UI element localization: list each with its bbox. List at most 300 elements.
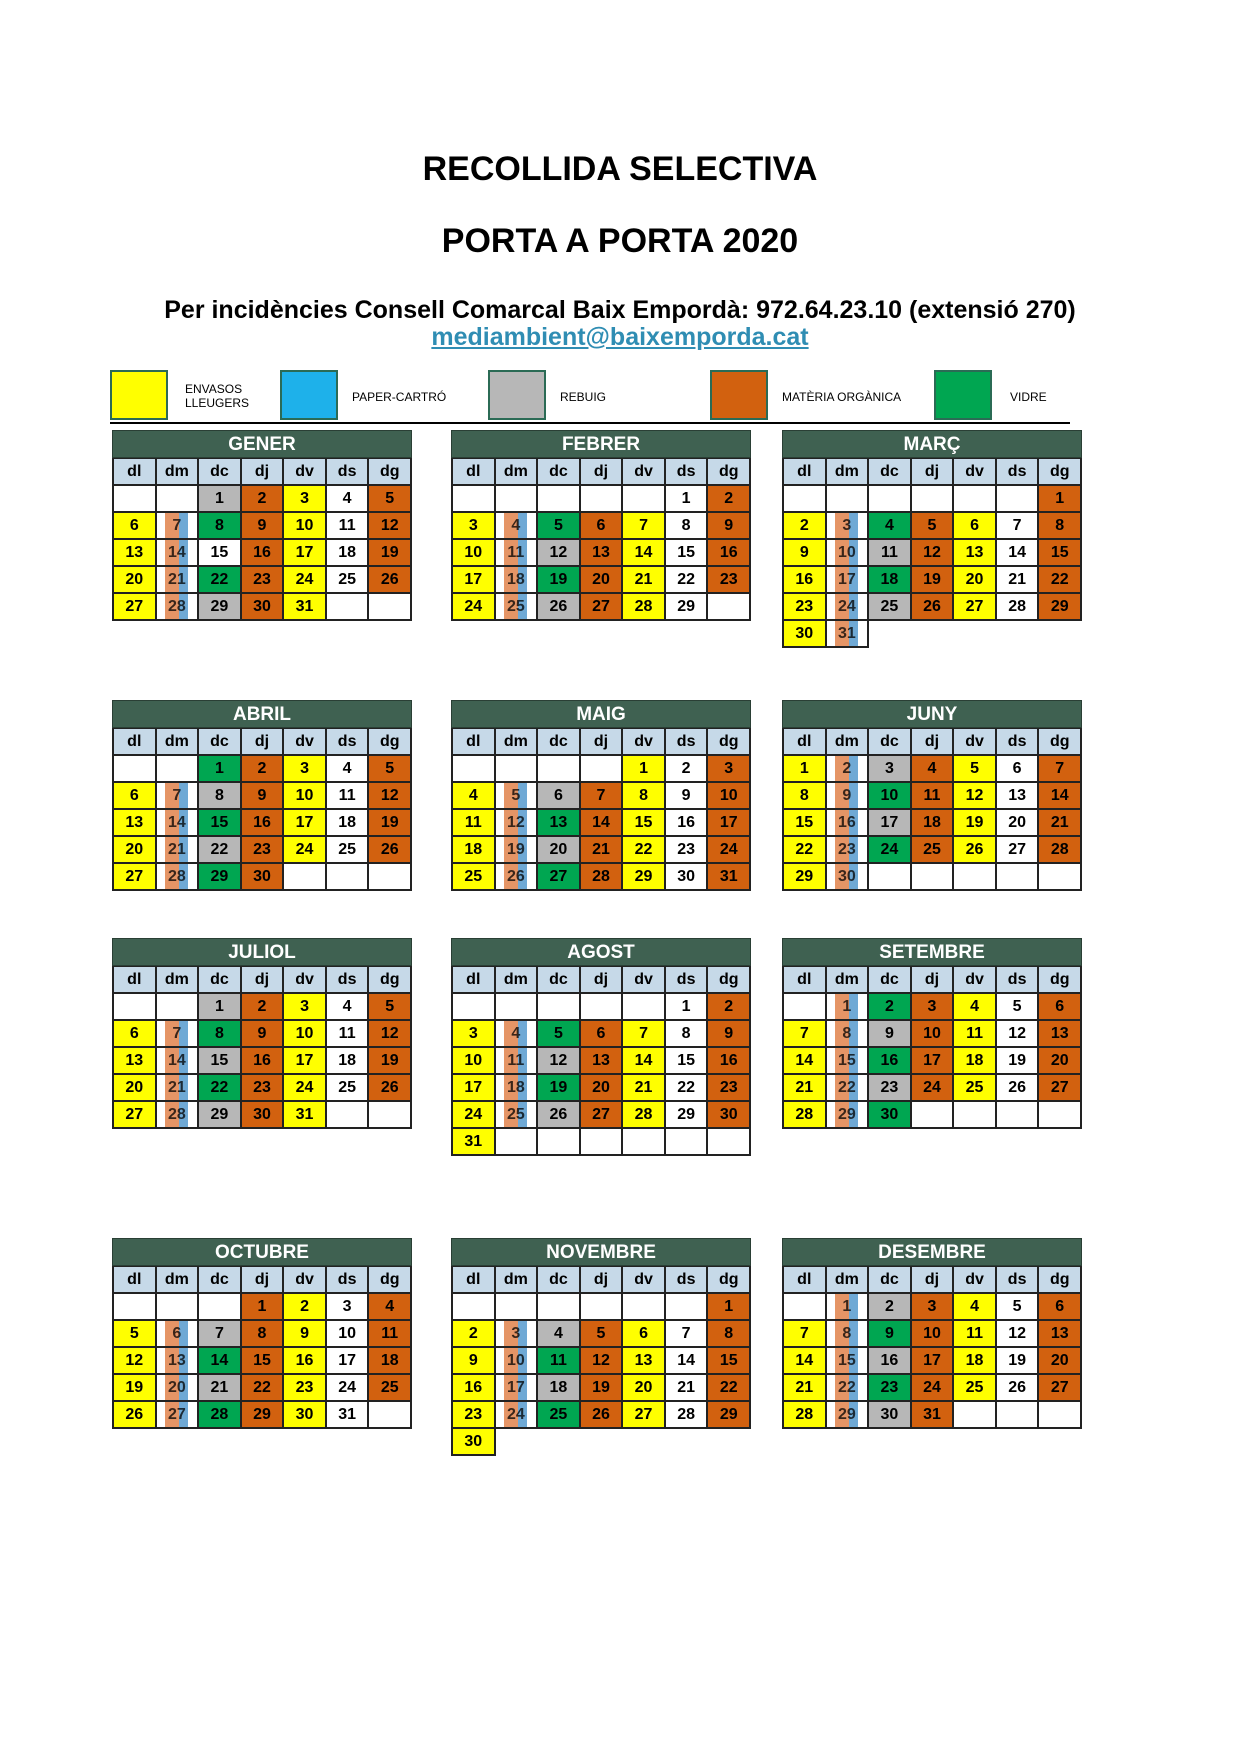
day-cell: 26 bbox=[369, 567, 412, 594]
day-cell: 8 bbox=[199, 1021, 242, 1048]
day-cell: 16 bbox=[708, 1048, 751, 1075]
empty-cell bbox=[954, 1102, 997, 1129]
day-cell: 9 bbox=[666, 783, 709, 810]
month-octubre bbox=[112, 1238, 412, 1429]
month-title: DESEMBRE bbox=[782, 1238, 1082, 1266]
day-cell: 23 bbox=[242, 837, 285, 864]
month-agost bbox=[451, 938, 751, 1156]
day-cell: 24 bbox=[496, 1402, 539, 1429]
weekday-header: dg bbox=[369, 459, 412, 486]
day-cell: 21 bbox=[784, 1075, 827, 1102]
day-cell: 10 bbox=[327, 1321, 370, 1348]
empty-cell bbox=[114, 756, 157, 783]
email-link[interactable]: mediambient@baixemporda.cat bbox=[431, 323, 809, 351]
weekday-header: dl bbox=[114, 1267, 157, 1294]
weekday-header: ds bbox=[997, 1267, 1040, 1294]
month-title: AGOST bbox=[451, 938, 751, 966]
weekday-header: dj bbox=[581, 1267, 624, 1294]
empty-cell bbox=[997, 1402, 1040, 1429]
day-cell: 9 bbox=[784, 540, 827, 567]
empty-cell bbox=[114, 1294, 157, 1321]
day-cell: 24 bbox=[827, 594, 870, 621]
month-title: JULIOL bbox=[112, 938, 412, 966]
day-cell: 25 bbox=[369, 1375, 412, 1402]
day-cell: 1 bbox=[199, 486, 242, 513]
incidents-info: Per incidències Consell Comarcal Baix Empordà: 972.64.23.10 (extensió 270) bbox=[164, 296, 1076, 324]
weekday-header: dl bbox=[114, 459, 157, 486]
weekday-header: dv bbox=[284, 967, 327, 994]
day-cell: 29 bbox=[666, 594, 709, 621]
day-cell: 9 bbox=[242, 513, 285, 540]
day-cell: 31 bbox=[912, 1402, 955, 1429]
day-cell: 1 bbox=[784, 756, 827, 783]
empty-cell bbox=[954, 486, 997, 513]
day-cell: 4 bbox=[954, 1294, 997, 1321]
day-cell: 28 bbox=[581, 864, 624, 891]
day-cell: 28 bbox=[157, 864, 200, 891]
day-cell: 16 bbox=[453, 1375, 496, 1402]
day-cell: 16 bbox=[242, 1048, 285, 1075]
day-cell: 17 bbox=[496, 1375, 539, 1402]
day-cell: 8 bbox=[666, 1021, 709, 1048]
day-cell: 12 bbox=[997, 1321, 1040, 1348]
day-cell: 29 bbox=[827, 1102, 870, 1129]
day-cell: 30 bbox=[284, 1402, 327, 1429]
day-cell: 4 bbox=[912, 756, 955, 783]
day-cell: 1 bbox=[199, 994, 242, 1021]
day-cell: 27 bbox=[114, 594, 157, 621]
day-cell: 8 bbox=[623, 783, 666, 810]
day-cell: 28 bbox=[623, 594, 666, 621]
day-cell: 17 bbox=[284, 810, 327, 837]
month-title: JUNY bbox=[782, 700, 1082, 728]
weekday-header: dc bbox=[538, 459, 581, 486]
day-cell: 22 bbox=[708, 1375, 751, 1402]
weekday-header: dc bbox=[869, 729, 912, 756]
day-cell: 13 bbox=[114, 540, 157, 567]
weekday-header: dm bbox=[496, 1267, 539, 1294]
weekday-header: dj bbox=[912, 1267, 955, 1294]
day-cell: 8 bbox=[666, 513, 709, 540]
empty-cell bbox=[199, 1294, 242, 1321]
day-cell: 5 bbox=[538, 1021, 581, 1048]
day-cell: 2 bbox=[284, 1294, 327, 1321]
day-cell: 23 bbox=[453, 1402, 496, 1429]
month-novembre bbox=[451, 1238, 751, 1456]
empty-cell bbox=[496, 1129, 539, 1156]
day-cell: 30 bbox=[708, 1102, 751, 1129]
day-cell: 9 bbox=[708, 1021, 751, 1048]
empty-cell bbox=[581, 756, 624, 783]
day-cell: 19 bbox=[369, 810, 412, 837]
month-grid bbox=[112, 458, 412, 621]
empty-cell bbox=[581, 486, 624, 513]
day-cell: 5 bbox=[997, 994, 1040, 1021]
month-grid bbox=[451, 1266, 751, 1456]
day-cell: 14 bbox=[784, 1348, 827, 1375]
month-grid bbox=[451, 966, 751, 1156]
day-cell: 17 bbox=[453, 567, 496, 594]
empty-cell bbox=[784, 1294, 827, 1321]
day-cell: 13 bbox=[581, 540, 624, 567]
day-cell: 21 bbox=[623, 1075, 666, 1102]
day-cell: 25 bbox=[496, 594, 539, 621]
day-cell: 8 bbox=[1039, 513, 1082, 540]
weekday-header: dv bbox=[284, 459, 327, 486]
day-cell: 11 bbox=[327, 1021, 370, 1048]
day-cell: 20 bbox=[997, 810, 1040, 837]
weekday-header: dv bbox=[623, 967, 666, 994]
day-cell: 9 bbox=[284, 1321, 327, 1348]
day-cell: 3 bbox=[912, 1294, 955, 1321]
day-cell: 1 bbox=[623, 756, 666, 783]
day-cell: 14 bbox=[157, 540, 200, 567]
day-cell: 30 bbox=[242, 594, 285, 621]
day-cell: 24 bbox=[453, 594, 496, 621]
weekday-header: dc bbox=[869, 459, 912, 486]
day-cell: 24 bbox=[708, 837, 751, 864]
empty-cell bbox=[496, 1294, 539, 1321]
day-cell: 26 bbox=[581, 1402, 624, 1429]
day-cell: 12 bbox=[538, 1048, 581, 1075]
day-cell: 21 bbox=[581, 837, 624, 864]
day-cell: 6 bbox=[997, 756, 1040, 783]
weekday-header: ds bbox=[997, 967, 1040, 994]
day-cell: 14 bbox=[997, 540, 1040, 567]
day-cell: 24 bbox=[453, 1102, 496, 1129]
month-juny bbox=[782, 700, 1082, 891]
empty-cell bbox=[1039, 1102, 1082, 1129]
day-cell: 28 bbox=[784, 1102, 827, 1129]
empty-cell bbox=[997, 1102, 1040, 1129]
weekday-header: ds bbox=[997, 459, 1040, 486]
day-cell: 4 bbox=[327, 486, 370, 513]
weekday-header: dm bbox=[827, 459, 870, 486]
day-cell: 3 bbox=[912, 994, 955, 1021]
weekday-header: dc bbox=[199, 729, 242, 756]
day-cell: 5 bbox=[538, 513, 581, 540]
weekday-header: dm bbox=[157, 729, 200, 756]
day-cell: 25 bbox=[327, 837, 370, 864]
day-cell: 16 bbox=[869, 1048, 912, 1075]
day-cell: 11 bbox=[538, 1348, 581, 1375]
month-grid bbox=[451, 458, 751, 621]
day-cell: 25 bbox=[869, 594, 912, 621]
day-cell: 26 bbox=[954, 837, 997, 864]
day-cell: 31 bbox=[708, 864, 751, 891]
day-cell: 21 bbox=[157, 567, 200, 594]
weekday-header: dc bbox=[199, 967, 242, 994]
day-cell: 28 bbox=[157, 1102, 200, 1129]
day-cell: 30 bbox=[666, 864, 709, 891]
empty-cell bbox=[997, 864, 1040, 891]
month-setembre bbox=[782, 938, 1082, 1129]
month-title: GENER bbox=[112, 430, 412, 458]
legend-label-vidre: VIDRE bbox=[1010, 390, 1047, 404]
day-cell: 31 bbox=[284, 594, 327, 621]
day-cell: 11 bbox=[369, 1321, 412, 1348]
day-cell: 19 bbox=[997, 1348, 1040, 1375]
day-cell: 3 bbox=[453, 1021, 496, 1048]
day-cell: 12 bbox=[954, 783, 997, 810]
day-cell: 15 bbox=[827, 1348, 870, 1375]
day-cell: 23 bbox=[827, 837, 870, 864]
empty-cell bbox=[453, 994, 496, 1021]
day-cell: 19 bbox=[954, 810, 997, 837]
day-cell: 25 bbox=[453, 864, 496, 891]
day-cell: 18 bbox=[912, 810, 955, 837]
day-cell: 17 bbox=[708, 810, 751, 837]
day-cell: 9 bbox=[708, 513, 751, 540]
day-cell: 24 bbox=[912, 1375, 955, 1402]
day-cell: 5 bbox=[369, 756, 412, 783]
day-cell: 11 bbox=[954, 1021, 997, 1048]
empty-cell bbox=[581, 1129, 624, 1156]
weekday-header: dc bbox=[538, 1267, 581, 1294]
day-cell: 4 bbox=[954, 994, 997, 1021]
day-cell: 20 bbox=[114, 1075, 157, 1102]
day-cell: 9 bbox=[242, 1021, 285, 1048]
day-cell: 25 bbox=[327, 1075, 370, 1102]
day-cell: 19 bbox=[581, 1375, 624, 1402]
day-cell: 12 bbox=[912, 540, 955, 567]
day-cell: 4 bbox=[327, 994, 370, 1021]
legend-swatch-paper bbox=[280, 370, 338, 420]
day-cell: 10 bbox=[284, 1021, 327, 1048]
day-cell: 17 bbox=[284, 1048, 327, 1075]
day-cell: 12 bbox=[369, 783, 412, 810]
day-cell: 7 bbox=[623, 513, 666, 540]
day-cell: 7 bbox=[157, 783, 200, 810]
day-cell: 19 bbox=[114, 1375, 157, 1402]
day-cell: 16 bbox=[242, 540, 285, 567]
day-cell: 7 bbox=[199, 1321, 242, 1348]
day-cell: 10 bbox=[453, 1048, 496, 1075]
weekday-header: dg bbox=[369, 729, 412, 756]
day-cell: 31 bbox=[284, 1102, 327, 1129]
day-cell: 21 bbox=[997, 567, 1040, 594]
empty-cell bbox=[954, 1402, 997, 1429]
day-cell: 11 bbox=[327, 513, 370, 540]
day-cell: 27 bbox=[114, 1102, 157, 1129]
day-cell: 4 bbox=[369, 1294, 412, 1321]
month-title: MARÇ bbox=[782, 430, 1082, 458]
day-cell: 13 bbox=[114, 1048, 157, 1075]
day-cell: 6 bbox=[954, 513, 997, 540]
day-cell: 8 bbox=[708, 1321, 751, 1348]
day-cell: 18 bbox=[954, 1048, 997, 1075]
empty-cell bbox=[157, 994, 200, 1021]
day-cell: 25 bbox=[496, 1102, 539, 1129]
weekday-header: dv bbox=[954, 1267, 997, 1294]
day-cell: 28 bbox=[199, 1402, 242, 1429]
day-cell: 20 bbox=[114, 567, 157, 594]
weekday-header: dl bbox=[453, 729, 496, 756]
legend bbox=[110, 370, 1070, 424]
empty-cell bbox=[869, 864, 912, 891]
day-cell: 13 bbox=[623, 1348, 666, 1375]
day-cell: 6 bbox=[114, 1021, 157, 1048]
day-cell: 31 bbox=[453, 1129, 496, 1156]
day-cell: 30 bbox=[242, 1102, 285, 1129]
day-cell: 8 bbox=[199, 783, 242, 810]
day-cell: 12 bbox=[369, 1021, 412, 1048]
day-cell: 15 bbox=[827, 1048, 870, 1075]
weekday-header: ds bbox=[327, 459, 370, 486]
day-cell: 24 bbox=[284, 1075, 327, 1102]
empty-cell bbox=[369, 864, 412, 891]
weekday-header: dc bbox=[869, 967, 912, 994]
empty-cell bbox=[827, 486, 870, 513]
day-cell: 3 bbox=[827, 513, 870, 540]
day-cell: 9 bbox=[869, 1021, 912, 1048]
empty-cell bbox=[623, 994, 666, 1021]
day-cell: 11 bbox=[912, 783, 955, 810]
empty-cell bbox=[538, 486, 581, 513]
empty-cell bbox=[997, 486, 1040, 513]
day-cell: 26 bbox=[997, 1075, 1040, 1102]
day-cell: 9 bbox=[242, 783, 285, 810]
weekday-header: dg bbox=[708, 1267, 751, 1294]
day-cell: 7 bbox=[784, 1021, 827, 1048]
day-cell: 19 bbox=[997, 1048, 1040, 1075]
day-cell: 13 bbox=[1039, 1321, 1082, 1348]
day-cell: 2 bbox=[708, 486, 751, 513]
empty-cell bbox=[157, 756, 200, 783]
day-cell: 6 bbox=[581, 513, 624, 540]
day-cell: 10 bbox=[708, 783, 751, 810]
day-cell: 29 bbox=[1039, 594, 1082, 621]
weekday-header: ds bbox=[327, 729, 370, 756]
empty-cell bbox=[954, 864, 997, 891]
weekday-header: dg bbox=[369, 967, 412, 994]
weekday-header: dl bbox=[784, 967, 827, 994]
day-cell: 31 bbox=[327, 1402, 370, 1429]
weekday-header: dm bbox=[496, 967, 539, 994]
empty-cell bbox=[369, 594, 412, 621]
day-cell: 28 bbox=[1039, 837, 1082, 864]
day-cell: 19 bbox=[496, 837, 539, 864]
day-cell: 15 bbox=[623, 810, 666, 837]
weekday-header: dv bbox=[284, 1267, 327, 1294]
day-cell: 4 bbox=[538, 1321, 581, 1348]
day-cell: 28 bbox=[157, 594, 200, 621]
day-cell: 23 bbox=[242, 567, 285, 594]
day-cell: 11 bbox=[496, 540, 539, 567]
day-cell: 27 bbox=[954, 594, 997, 621]
day-cell: 31 bbox=[827, 621, 870, 648]
weekday-header: dv bbox=[954, 729, 997, 756]
day-cell: 13 bbox=[997, 783, 1040, 810]
weekday-header: dg bbox=[708, 967, 751, 994]
day-cell: 12 bbox=[496, 810, 539, 837]
day-cell: 6 bbox=[1039, 994, 1082, 1021]
day-cell: 21 bbox=[666, 1375, 709, 1402]
weekday-header: dl bbox=[784, 459, 827, 486]
day-cell: 15 bbox=[199, 810, 242, 837]
empty-cell bbox=[1039, 864, 1082, 891]
day-cell: 9 bbox=[827, 783, 870, 810]
day-cell: 11 bbox=[327, 783, 370, 810]
day-cell: 8 bbox=[784, 783, 827, 810]
day-cell: 26 bbox=[114, 1402, 157, 1429]
day-cell: 30 bbox=[869, 1102, 912, 1129]
day-cell: 30 bbox=[869, 1402, 912, 1429]
day-cell: 6 bbox=[114, 513, 157, 540]
day-cell: 20 bbox=[114, 837, 157, 864]
day-cell: 14 bbox=[581, 810, 624, 837]
day-cell: 29 bbox=[784, 864, 827, 891]
day-cell: 24 bbox=[869, 837, 912, 864]
weekday-header: ds bbox=[327, 1267, 370, 1294]
weekday-header: dm bbox=[157, 1267, 200, 1294]
day-cell: 29 bbox=[199, 1102, 242, 1129]
empty-cell bbox=[912, 486, 955, 513]
day-cell: 27 bbox=[1039, 1075, 1082, 1102]
month-title: MAIG bbox=[451, 700, 751, 728]
day-cell: 20 bbox=[538, 837, 581, 864]
day-cell: 26 bbox=[538, 594, 581, 621]
weekday-header: dj bbox=[912, 967, 955, 994]
day-cell: 14 bbox=[157, 810, 200, 837]
day-cell: 4 bbox=[327, 756, 370, 783]
day-cell: 30 bbox=[784, 621, 827, 648]
day-cell: 15 bbox=[784, 810, 827, 837]
empty-cell bbox=[708, 1129, 751, 1156]
legend-swatch-rebuig bbox=[488, 370, 546, 420]
day-cell: 7 bbox=[1039, 756, 1082, 783]
day-cell: 5 bbox=[912, 513, 955, 540]
day-cell: 15 bbox=[666, 1048, 709, 1075]
day-cell: 20 bbox=[1039, 1048, 1082, 1075]
day-cell: 25 bbox=[538, 1402, 581, 1429]
empty-cell bbox=[327, 1102, 370, 1129]
weekday-header: dc bbox=[199, 459, 242, 486]
day-cell: 14 bbox=[157, 1048, 200, 1075]
day-cell: 11 bbox=[869, 540, 912, 567]
empty-cell bbox=[369, 1102, 412, 1129]
day-cell: 25 bbox=[912, 837, 955, 864]
day-cell: 3 bbox=[327, 1294, 370, 1321]
day-cell: 18 bbox=[869, 567, 912, 594]
day-cell: 11 bbox=[453, 810, 496, 837]
day-cell: 9 bbox=[869, 1321, 912, 1348]
day-cell: 20 bbox=[954, 567, 997, 594]
day-cell: 17 bbox=[284, 540, 327, 567]
day-cell: 10 bbox=[496, 1348, 539, 1375]
day-cell: 18 bbox=[327, 810, 370, 837]
day-cell: 26 bbox=[912, 594, 955, 621]
day-cell: 23 bbox=[708, 567, 751, 594]
day-cell: 16 bbox=[708, 540, 751, 567]
day-cell: 1 bbox=[827, 994, 870, 1021]
day-cell: 3 bbox=[284, 486, 327, 513]
day-cell: 16 bbox=[666, 810, 709, 837]
day-cell: 17 bbox=[912, 1348, 955, 1375]
day-cell: 26 bbox=[369, 1075, 412, 1102]
month-title: ABRIL bbox=[112, 700, 412, 728]
empty-cell bbox=[157, 1294, 200, 1321]
day-cell: 6 bbox=[538, 783, 581, 810]
day-cell: 13 bbox=[114, 810, 157, 837]
day-cell: 22 bbox=[199, 837, 242, 864]
weekday-header: dm bbox=[827, 967, 870, 994]
empty-cell bbox=[912, 864, 955, 891]
empty-cell bbox=[869, 486, 912, 513]
day-cell: 5 bbox=[114, 1321, 157, 1348]
empty-cell bbox=[114, 994, 157, 1021]
month-març bbox=[782, 430, 1082, 648]
